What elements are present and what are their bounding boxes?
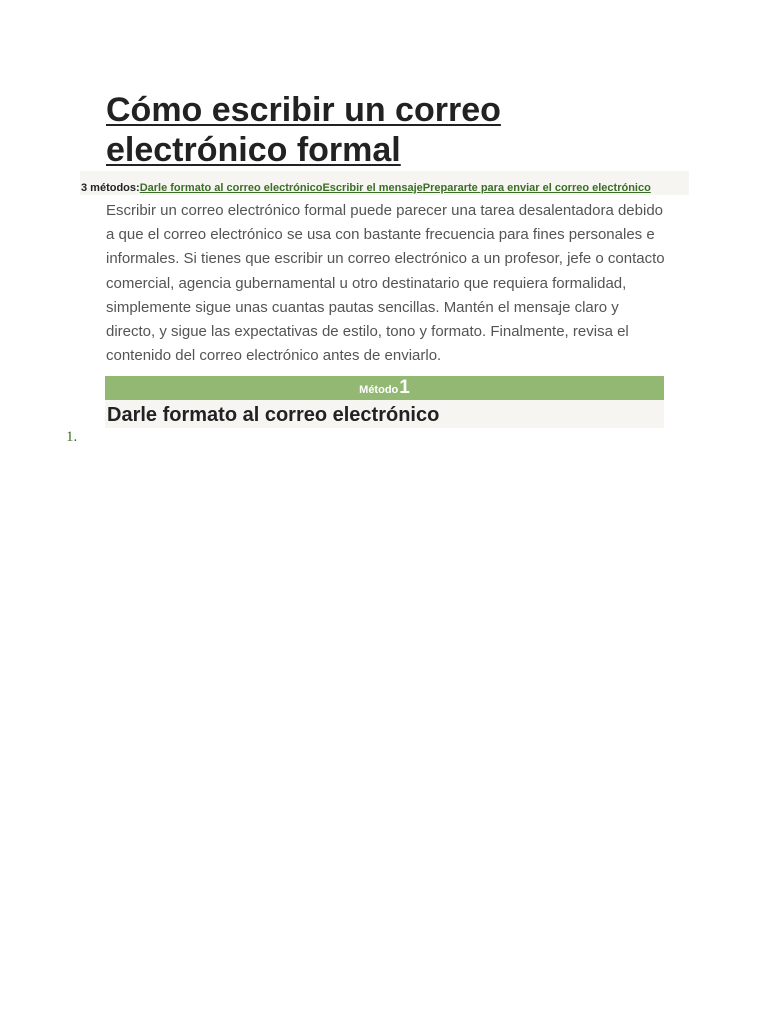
method-label: Método <box>359 384 399 396</box>
method-section <box>105 400 664 428</box>
method-header <box>105 376 664 400</box>
method-link-write-message[interactable]: Escribir el mensaje <box>322 182 423 194</box>
methods-count-label: 3 métodos: <box>81 182 140 194</box>
method-title: Darle formato al correo electrónico <box>107 404 440 426</box>
method-number: 1 <box>399 377 410 398</box>
methods-nav <box>80 171 689 195</box>
step-list-marker: 1. <box>66 429 78 445</box>
intro-paragraph: Escribir un correo electrónico formal puede parecer una tarea desalentadora debido a que el correo electrónico se usa con bastante frecuencia para fines personales e informales. Si tienes que escribir un correo electrónico a un profesor, jefe o contacto comercial, agencia gubernamental u otro destinatario que requiera formalidad, simplemente sigue unas cuantas pautas sencillas. Mantén el mensaje claro y directo, y sigue las expectativas de estilo, tono y formato. Finalmente, revisa el contenido del correo electrónico antes de enviarlo. <box>106 202 665 365</box>
page-title: Cómo escribir un correo electrónico formal <box>106 91 501 169</box>
method-link-prepare-send[interactable]: Prepararte para enviar el correo electrónico <box>422 182 651 194</box>
method-link-format[interactable]: Darle formato al correo electrónico <box>139 182 323 194</box>
